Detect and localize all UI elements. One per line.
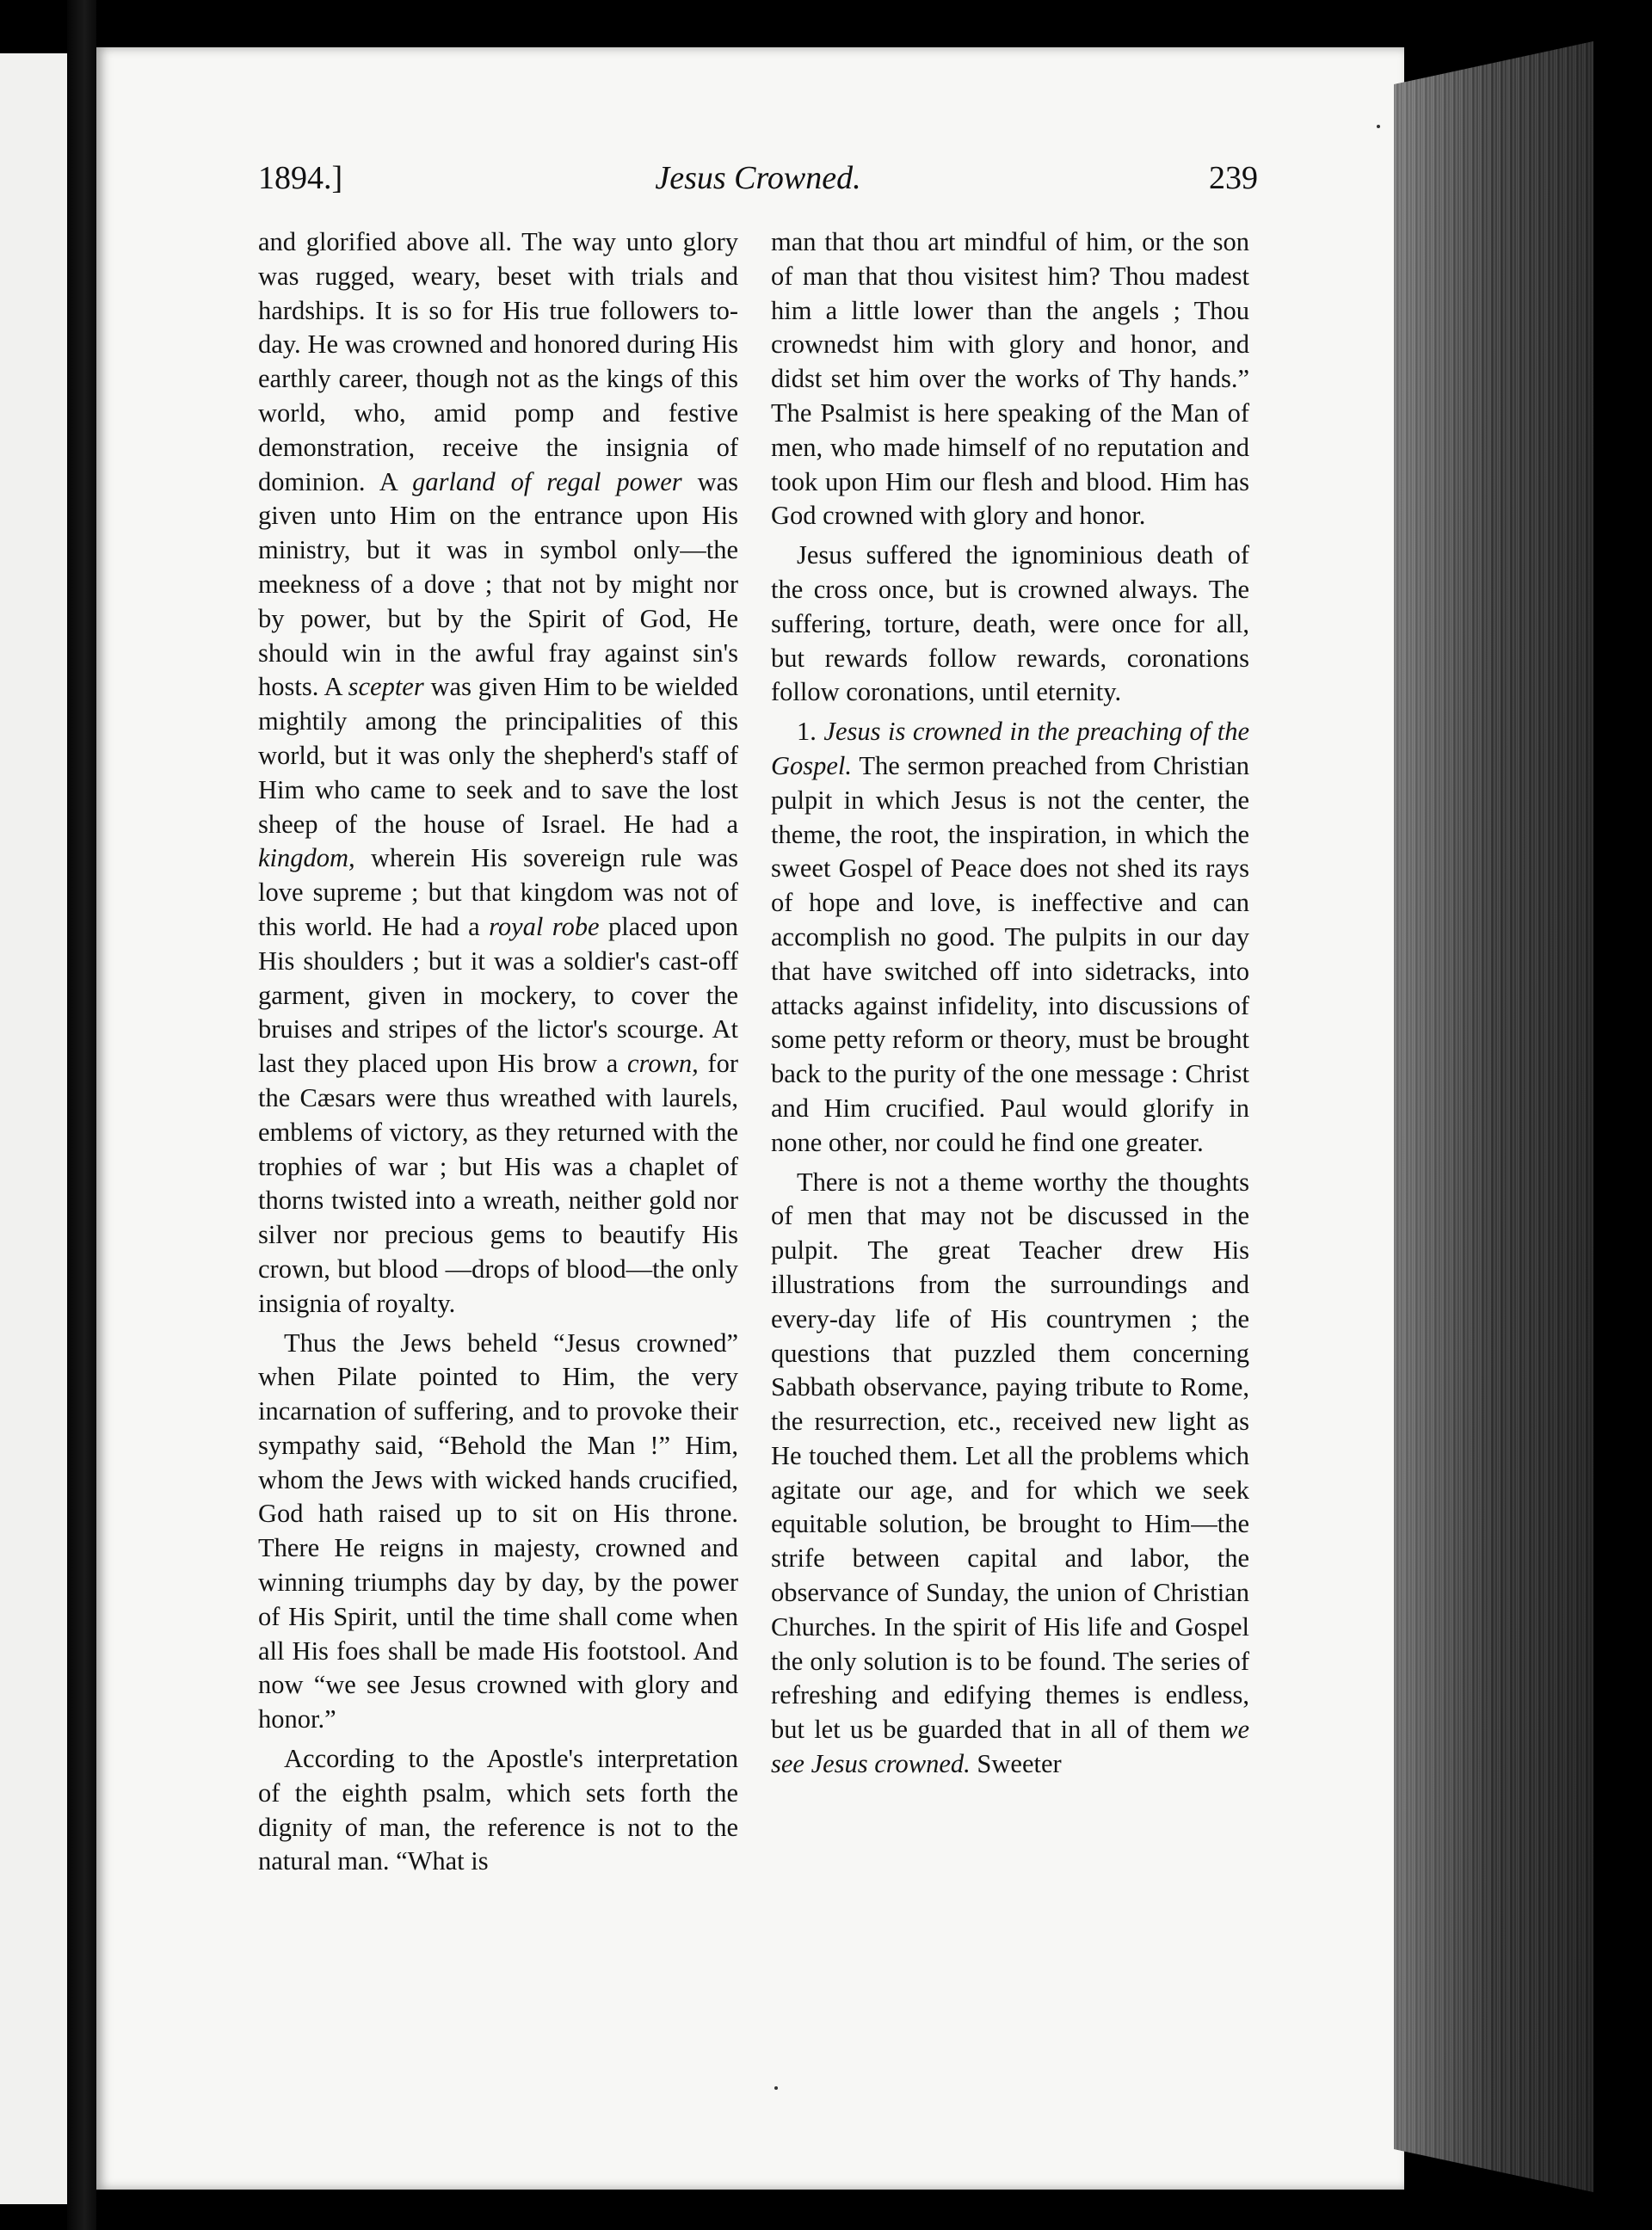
italic-phrase: scepter (348, 672, 424, 702)
italic-phrase: garland of regal power (412, 466, 682, 496)
text-run: The sermon preached from Christian pulpit in which Jesus is not the center, the theme, the root, the inspiration, in which the sweet Gospel of Peace does not shed its rays of hope and love, is ineffective and can accomplish no good. The pulpits in our day that have switched off into sidetracks, into attacks against infidelity, into discussions of some petty reform or theory, must be brought back to the purity of the one message : Christ and Him crucified. Paul would glorify in none other, nor could he find one greater. (771, 750, 1249, 1157)
text-run: and glorified above all. The way unto glory was rugged, weary, beset with trials and hardships. It is so for His true followers to-day. He was crowned and honored during His earthly career, though not as the kings of this world, who, amid pomp and festive demonstration, receive the insignia of dominion. (258, 227, 738, 496)
paragraph: man that thou art mindful of him, or the son of man that thou visitest him? Thou madest him a little lower than the angels ; Thou crownedst him with glory and honor, and didst set him over the works of Thy hands.” The Psalmist is here speaking of the Man of men, who made himself of no reputation and took upon Him our flesh and blood. Him has God crowned with glory and honor. (771, 227, 1249, 531)
paragraph: Jesus suffered the ignominious death of the cross once, but is crowned always. The suffering, torture, death, were once for all, but rewards follow rewards, coronations follow coronations, until eternity. (771, 540, 1249, 707)
italic-phrase: crown, (626, 1049, 699, 1079)
book-gutter (67, 0, 96, 2230)
page-block-shading (1394, 41, 1593, 2192)
previous-page-edge (0, 53, 67, 2204)
paragraph (771, 715, 1249, 1160)
italic-phrase: Jesus is crowned in the preaching of the Gospel. (771, 717, 1250, 780)
text-run: for the Cæsars were thus wreathed with laurels, emblems of victory, as they returned with the trophies of war ; but His was a chaplet of thorns twisted into a wreath, neither gold nor silver nor precious gems to beautify His crown, but blood —drops of blood—the only insignia of royalty. (258, 1049, 738, 1318)
italic-phrase: we see Jesus crowned. (771, 1715, 1249, 1779)
scan-speck (1377, 125, 1380, 128)
text-run: was given unto Him on the entrance upon His ministry, but it was in symbol only—the meekness of a dove ; that not by might nor by power, but by the Spirit of God, He should win in the awful fray against sin's hosts. A (258, 466, 738, 702)
right-column (771, 225, 1249, 1787)
text-run: There is not a theme worthy the thoughts of men that may not be discussed in the pulpit. The great Teacher drew His illustrations from the surroundings and every-day life of His countrymen ; the questions that puzzled them concerning Sabbath observance, paying tribute to Rome, the resurrection, etc., received new light as He touched them. Let all the problems which agitate our age, and for which we seek equitable solution, be brought to Him—the strife between capital and labor, the observance of Sunday, the union of Christian Churches. In the spirit of His life and Gospel the only solution is to be found. The series of refreshing and edifying themes is endless, but let us be guarded that in all of them (771, 1167, 1249, 1745)
running-head-year: 1894.] (258, 160, 343, 196)
left-column (258, 225, 738, 1879)
running-head (258, 159, 1258, 211)
paragraph: Thus the Jews beheld “Jesus crowned” when Pilate pointed to Him, the very incarnation of suffering, and to provoke their sympathy said, “Behold the Man !” Him, whom the Jews with wicked hands crucified, God hath raised up to sit on His throne. There He reigns in majesty, crowned and winning triumphs day by day, by the power of His Spirit, until the time shall come when all His foes shall be made His footstool. And now “we see Jesus crowned with glory and honor.” (258, 1328, 738, 1734)
text-run: wherein His sovereign rule was love supreme ; but that kingdom was not of this world. He had a (258, 843, 739, 941)
list-number: 1. (797, 717, 817, 747)
italic-phrase: royal robe (489, 911, 600, 941)
italic-phrase: kingdom, (258, 843, 355, 873)
page-number: 239 (1209, 160, 1258, 196)
text-run: was given Him to be wielded mightily among the principalities of this world, but it was only the shepherd's staff of Him who came to seek and to save the lost sheep of the house of Israel. He had a (258, 672, 739, 839)
paragraph (258, 225, 738, 1321)
text-run: A (379, 466, 398, 496)
running-head-title: Jesus Crowned. (655, 160, 861, 196)
paragraph: According to the Apostle's interpretation of the eighth psalm, which sets forth the dignity of man, the reference is not to the natural man. “What is (258, 1744, 738, 1876)
paragraph (771, 1166, 1249, 1782)
text-run: placed upon His shoulders ; but it was a soldier's cast-off garment, given in mockery, to cover the bruises and stripes of the lictor's scourge. At last they placed upon His brow a (258, 911, 738, 1079)
scan-speck (774, 2086, 778, 2090)
text-run: Sweeter (977, 1749, 1062, 1779)
